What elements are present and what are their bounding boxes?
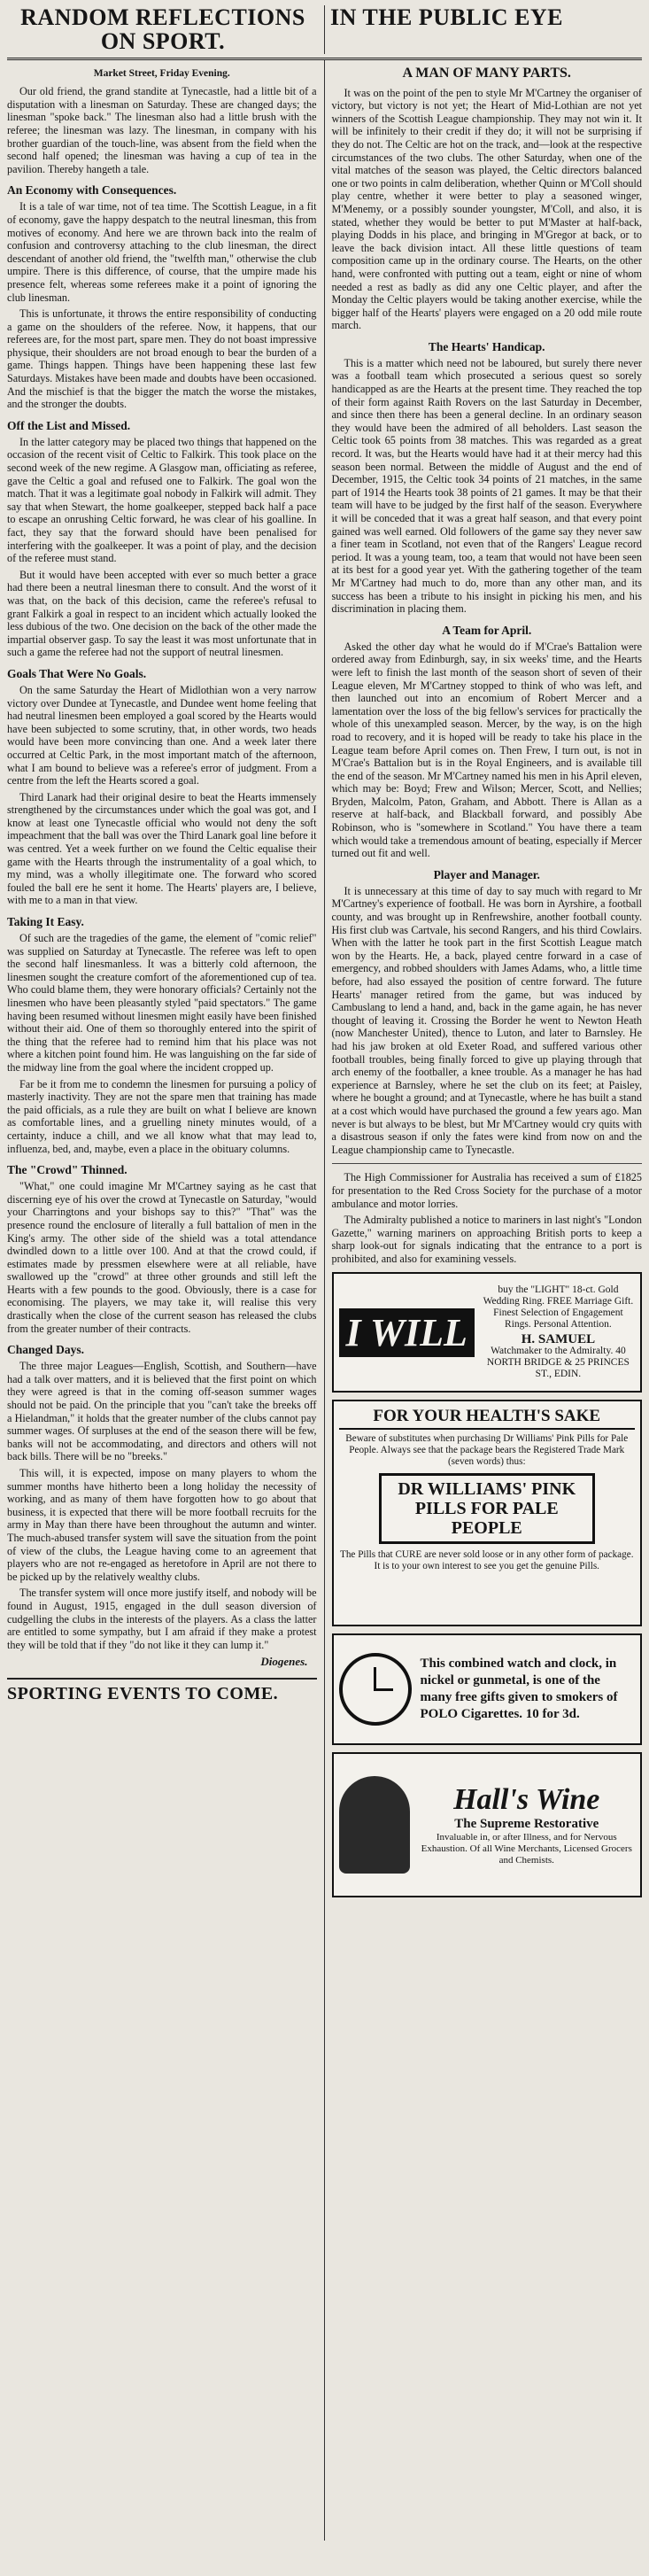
paragraph: But it would have been accepted with ever so much better a grace had there been a neutral linesman there to consult. And the worst of it was that, on the back of this decision, came the referee's refusal to grant Falkirk a goal in respect to an incident which actually looked the less dubious of the two. One decision on the back of the other made the impartial observer gasp. To say the least it was most unfortunate that in such a game the referee had not the support of neutral linesmen. [7,568,317,659]
paragraph: In the latter category may be placed two things that happened on the occasion of the recent visit of Celtic to Falkirk. This took place on the second week of the new regime. A Glasgow man, officiating as referee, gave the Celtic a goal and refused one to Falkirk. The goal won the match. That it was a legitimate goal nobody in Falkirk will admit. They say that when Stewart, the home goalkeeper, stepped back half a pace to escape an onrushing Celtic forward, he was clear of his goalline. In fact, they say that the forward should have been penalised for interfering with the goalkeeper. It was a point of play, and the decision of the referee must stand. [7,435,317,565]
section-heading: Off the List and Missed. [7,418,131,432]
section-heading: Changed Days. [7,1343,85,1357]
paragraph: Of such are the tragedies of the game, the element of "comic relief" was supplied on Saturday at Tynecastle. The referee was left to open the second half linesmanless. It was a bitterly cold afternoon, the linesmen sought the creature comfort of the aforementioned cup of tea. Who could blame them, they were honorary officials? Certainly not the linesmen who have been pleasantly styled "paid spectators." The game having been resumed without linesmen might easily have been finished without their aid. One of them so thoroughly entered into the spirit of the thing that the referee had to remind him that his place was not where a kitchen point found him. He was languishing on the far side of the midway line from the goal where the incident cropped up. [7,932,317,1074]
advert-wine [332,1752,643,1897]
advert-ring-text [482,1284,635,1380]
advert-cigarettes-text: This combined watch and clock, in nickel or gunmetal, is one of the many free gifts given to smokers of POLO Cigarettes. 10 for 3d. [420,1657,618,1722]
advert-ring-name: H. SAMUEL [521,1332,596,1347]
section-heading: An Economy with Consequences. [7,183,177,198]
section-heading: Goals That Were No Goals. [7,666,147,680]
advert-ring-body: buy the "LIGHT" 18-ct. Gold Wedding Ring. FREE Marriage Gift. Finest Selection of Engagement Rings. Personal Attention. [483,1284,634,1331]
paragraph: The three major Leagues—English, Scottish, and Southern—have had a talk over matters, and it is believed that the first point on which they were agreed is that in the coming off-season summer wages should not be paid. On the principle that you "can't take the breeks off a Hielandman," it holds that the greater number of the clubs cannot pay summer wages. Of surpluses at the end of the season there will be few, banks will not be accommodating, and directors and others will not back bills. There will be no "breeks." [7,1360,317,1463]
left-column [7,60,325,2541]
paragraph: On the same Saturday the Heart of Midlothian won a very narrow victory over Dundee at Tynecastle, and Dundee went home feeling that had neutral linesmen been employed a goal scored by the Hearts would have been subjected to some scrutiny, that, in other words, two heads would have been more convincing than one. And a week later there occurred at Celtic Park, in the most important match of the afternoon, what I am bound to believe was a referee's error of judgment. From a centre from the left the Hearts scored a goal. [7,683,317,788]
headline-row [7,5,642,60]
section-heading: A Team for April. [442,623,532,637]
paragraph: The transfer system will once more justify itself, and nobody will be found in August, 1915, engaged in the dull season diversion of cudgelling the clubs in the interests of the players. As a class the latter are entitled to some sympathy, but I am afraid if they make a protest they will be told that if they "do not like it they can lump it." [7,1587,317,1651]
divider [332,1163,643,1164]
section-heading: The Hearts' Handicap. [428,339,545,353]
advert-pills [332,1400,643,1626]
headline-right: IN THE PUBLIC EYE [330,4,564,30]
paragraph: Asked the other day what he would do if M'Crae's Battalion were ordered away from Edinburgh, say, in six weeks' time, and the Hearts were left to finish the last month of the season short of seven of their League eleven, Mr M'Cartney stopped to think of who was left, and then launched out into an encomium of Robert Mercer and a lamentation over the loss of the big fellow's services for practically the whole of this unexampled season. Mercer, by the way, is on the high road to recovery, and it is hoped will be ready to take his place in the League team before April comes on. Then Frew, I turn out, is not in M'Crae's Battalion but is in the Royal Engineers, and is available till the end of the season. Mr M'Cartney named his men in his April eleven, which may be: Boyd; Frew and Wilson; Mercer, Scott, and Nellies; Bryden, Malcolm, Paton, Graham, and Abbott. There is Allan as a reserve at half-back, and Blackball forward, and possibly Abe Robinson, who is "somewhere in Scotland." You have there a team which would take a tremendous amount of beating, especially if Mercer turned out fit and well. [331,640,642,860]
pills-trademark: DR WILLIAMS' PINK PILLS FOR PALE PEOPLE [379,1473,595,1544]
clock-icon [339,1653,412,1726]
portrait-icon [339,1776,410,1874]
paragraph: This will, it is expected, impose on many players to whom the summer months have hitherto been a long holiday the necessity of working, and as many of them have forgotten how to go about that business, it is expected that there will be more football recruits for the army in May than there have been throughout the autumn and winter. The much-abused transfer system will save the situation from the point of view of the clubs, the League having come to an agreement that players who are not re-engaged as heretofore in April are not there to be picked up by the relatively wealthy clubs. [7,1467,317,1583]
paragraph: This is unfortunate, it throws the entire responsibility of conducting a game on the shoulders of the referee. Now, it happens, that our referees are, for the most part, spare men. They do not boast impressive physique, their shoulders are not broad enough to bear the burden of a game. Things happen. Things have been happening these last few Saturdays. Mistakes have been made and doubts have been occasioned. And the mischief is that the bigger the match the worse the mistakes, and the stronger the doubts. [7,307,317,411]
section-heading: Taking It Easy. [7,915,84,929]
advert-wine-name: Hall's Wine [453,1783,600,1817]
advert-ring-address: Watchmaker to the Admiralty. 40 NORTH BRIDGE & 25 PRINCES ST., EDIN. [486,1346,630,1380]
paragraph: Third Lanark had their original desire to beat the Hearts immensely strengthened by the circumstances under which the goal was got, and I know at least one Tynecastle official who would not deny the soft impeachment that the ball was over the Third Lanark goal line before it was centred. Yet a week further on we found the Celtic equalise their game with the Hearts through the instrumentality of a goal which, to my mind, was a wholly illegitimate one. The forward who scored fouled the ball ere he sent it home. The Hearts' players are, I believe, with me to a man in that view. [7,790,317,907]
section-heading: The "Crowd" Thinned. [7,1163,127,1177]
paragraph: Far be it from me to condemn the linesmen for pursuing a policy of masterly inactivity. They are not the spare men that training has made the paid officials, as a rule they are built on what I believe are known as comfortable lines, and a gruelling ninety minutes would, of a certainty, induce a chill, and we all know what that may lead to, influenza, bed, and, maybe, even a place in the obituary columns. [7,1077,317,1155]
paragraph: "What," one could imagine Mr M'Cartney saying as he cast that discerning eye of his over the crowd at Tynecastle on Saturday, "would your Charringtons and your bishops say to this?" "That" was the presence round the enclosure of literally a full battalion of men in the King's army. The other side of the shield was a total attendance dwindled down to a little over 100. And at that the crowd could, if estimates made by pressmen elsewhere were at all reliable, have swallowed up the "crowd" at three other grounds and still left the Hearts with a few pounds to the good. Obviously, there is a case for economising. The players, we may take it, will realise this very drastically when the close of the current season has released the clubs from the greater number of their contracts. [7,1180,317,1335]
signature: Diogenes. [260,1655,308,1669]
advert-wine-body: Invaluable in, or after Illness, and for Nervous Exhaustion. Of all Wine Merchants, Licensed Grocers and Chemists. [421,1832,632,1866]
advert-cigarettes [332,1633,643,1745]
paragraph: This is a matter which need not be laboured, but surely there never was a football team which prosecuted a serious quest so sorely handicapped as are the Hearts at the present time. They reached the top of their form against Raith Rovers on the last Saturday in December, and since then there has been a general decline. In an ordinary season they would have been the admired of all beholders. Last season the Celtic took 65 points from 38 matches. This was regarded as a great record. It was, but the Hearts would have had it at their mercy had this season been normal. Between the middle of August and the end of December, 1915, the Celtic took 34 points of 21 matches, in the same part of 1914 the Hearts took 38 points of 21 games. It may be that their team will have to be judged by the first half of the season. Everywhere it will be conceded that it was a great half season, and that every point gained was well earned. Old followers of the game say they never saw a finer team in Scotland, not even that of the Rangers' League record period. It was a young team, too, a team that would not have been seen at its best for a good year yet. With the gathering together of the team Mr M'Cartney had much to do, more than any other man, and its success has been a tribute to his insight in picking his men, and his discrimination in placing them. [331,356,642,616]
advert-wine-tag: The Supreme Restorative [454,1817,599,1832]
article-subhead: A MAN OF MANY PARTS. [402,65,571,81]
dateline: Market Street, Friday Evening. [93,67,230,79]
news-note: The High Commissioner for Australia has received a sum of £1825 for presentation to the Red Cross Society for the purchase of a motor ambulance and motor lorries. [331,1171,642,1210]
advert-ring [332,1272,643,1393]
paragraph: It is unnecessary at this time of day to say much with regard to Mr M'Cartney's experience of football. He was born in Ayrshire, a football county, and was brought up in Renfrewshire, another football county. His first club was Cartvale, his second Rangers, and his third Cowlairs. When with the latter he took part in the first Scottish League match won by the Hearts. He, a back, played centre forward in a case of emergency, and robbed shoulders with James Adams, who, a little time before, had also essayed the position of centre forward. The future Hearts' manager retired from the game, but was induced by Cambuslang to lend a hand, and, back in the game again, he has never thought of leaving it. Crossing the Border he went to Newton Heath (now Manchester United), thence to Luton, and later to Barnsley. He had his jaw broken at old Exeter Road, and suffered various other football troubles, being finally forced to give up playing through that arch enemy of the footballer, a knee trouble. As a manager he has had experience at Barnsley, where he set the club on its feet; at Paisley, where he bought a ground; and at Tynecastle, where he has built a stand at a cost which would have purchased the ground a few years ago. Man never is but always to be blest, but Mr M'Cartney would cry quits with a disastrous season if only the fates were kind from now on and the League championship came to Tynecastle. [331,884,642,1156]
advert-wine-text [419,1783,636,1866]
paragraph: It was on the point of the pen to style Mr M'Cartney the organiser of victory, but victory is not yet; the Heart of Mid-Lothian are not yet winners of the Scottish League championship. They may not win it. It will be infinitely to their credit if they do; it will not be surprising if they do not. The Celtic are hot on the track, and—look at the respective circumstances of the two clubs. The other Saturday, when one of the vital matches of the season was played, the Celtic directors balanced one or two points in calm deliberation, whether Quinn or M'Coll should play centre, whether it were better to play a seasoned winger, M'Menemy, or a possibly sounder youngster, M'Coll, and also, it is stated, whether they would be better to put M'Master at half-back, playing Dodds in his place, and bringing in M'Gregor at back, or to leave the back division intact. All these little questions of team composition came up in the ordinary course. The Hearts, on the other hand, were confronted with putting out a team, eight or nine of whom needed a rest as badly as did any one Celtic player, and after the Monday the Celtic players would be taking another exercise, while the bigger half of the Hearts' players were engaged on a 20 odd mile route march. [331,86,642,332]
section-heading: Player and Manager. [433,867,540,881]
news-note: The Admiralty published a notice to mariners in last night's "London Gazette," warning mariners on approaching British ports to keep a sharp look-out for signals indicating that the entrance to a port is prohibited, and also for examining vessels. [331,1214,642,1265]
advert-pills-body: Beware of substitutes when purchasing Dr Williams' Pink Pills for Pale People. Always see that the package bears the Registered Trade Mark (seven words) thus: [345,1433,629,1468]
paragraph: It is a tale of war time, not of tea time. The Scottish League, in a fit of economy, gave the happy despatch to the neutral linesman, this from motives of economy. And here we are thrown back into the realm of confusion and controversy attaching to the club linesman, the direct descendant of another old friend, the "twelfth man," otherwise the club umpire. There is this difference, of course, that the umpire made his presence felt, whereas some referees make it a point of ignoring the club linesman. [7,200,317,304]
advert-pills-title: FOR YOUR HEALTH'S SAKE [339,1407,636,1430]
intro-paragraph: Our old friend, the grand standite at Tynecastle, had a little bit of a disputation with a linesman on Saturday. These are changed days; the linesman "spoke back." The linesman also had a little brush with the referee; the linesman was lazy. The linesman, in company with his brother guardian of the touch-line, was absent from the field when the second half opened; the linesman was having a cup of tea in the pavilion. Thereby hangeth a tale. [7,85,317,175]
advert-ring-title: I WILL [339,1308,475,1357]
footer-headline: SPORTING EVENTS TO COME. [7,1678,317,1704]
advert-pills-footer: The Pills that CURE are never sold loose or in any other form of package. It is to your own interest to see you get the genuine Pills. [340,1549,634,1572]
columns [7,60,642,2541]
right-column [325,60,643,2541]
headline-left: RANDOM REFLECTIONS ON SPORT. [7,5,325,54]
